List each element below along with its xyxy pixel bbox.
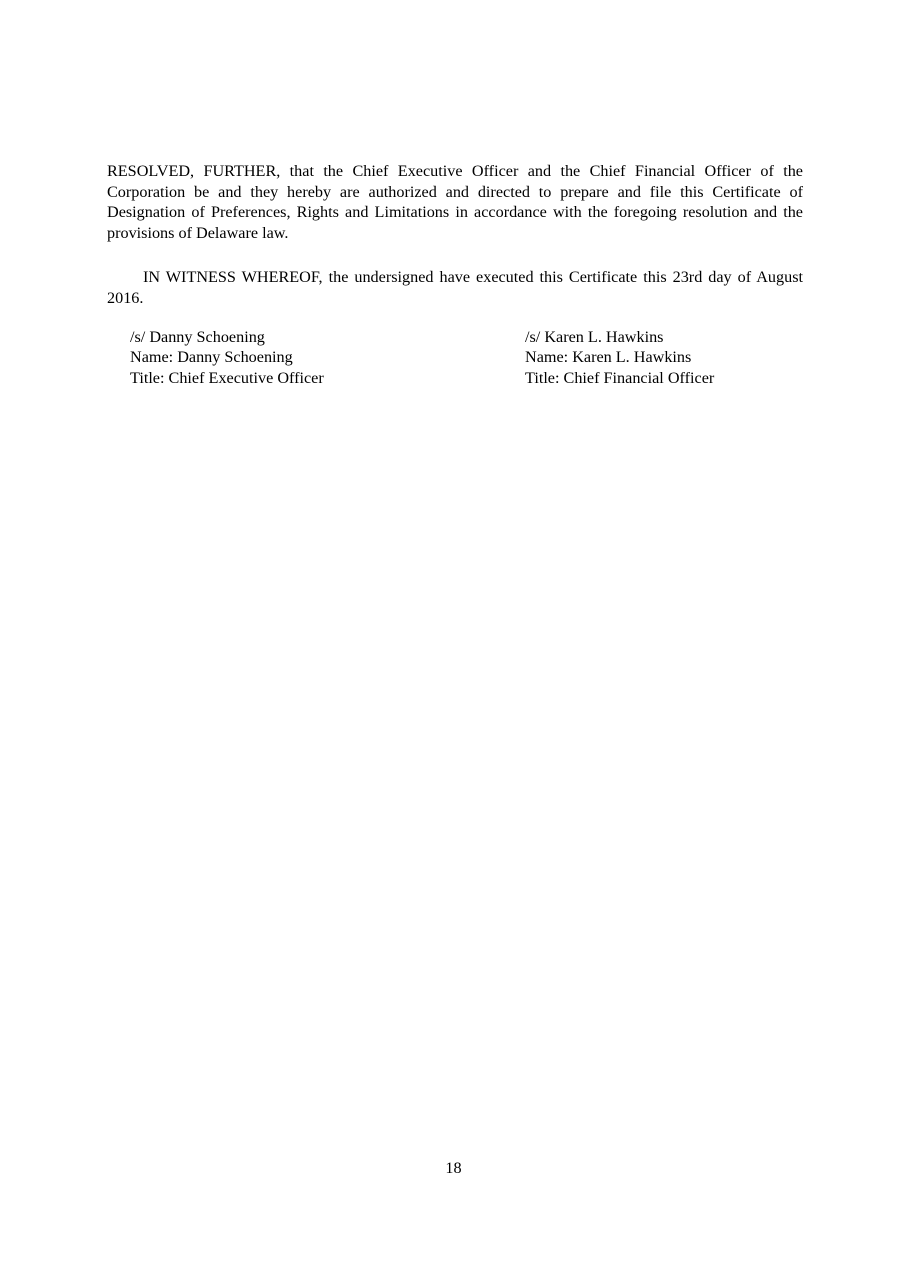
signatory-title: Title: Chief Executive Officer [130, 368, 324, 387]
resolved-paragraph: RESOLVED, FURTHER, that the Chief Executive Officer and the Chief Financial Officer of the Corporation be and they hereby are authorized and directed to prepare and file this Certificate of Designation of Preferences, Rights and Limitations in accordance with the foregoing resolution and the provisions of Delaware law. [107, 162, 803, 242]
signature-line: /s/ Danny Schoening [130, 328, 265, 346]
signature-block-ceo [130, 327, 324, 388]
signatory-name: Name: Danny Schoening [130, 348, 293, 367]
page-number: 18 [445, 1159, 462, 1177]
signature-block-cfo [525, 327, 714, 388]
witness-paragraph: IN WITNESS WHEREOF, the undersigned have executed this Certificate this 23rd day of August 2016. [107, 268, 803, 307]
signatory-name: Name: Karen L. Hawkins [525, 348, 692, 367]
signatory-title: Title: Chief Financial Officer [525, 368, 715, 387]
signature-line: /s/ Karen L. Hawkins [525, 328, 664, 346]
